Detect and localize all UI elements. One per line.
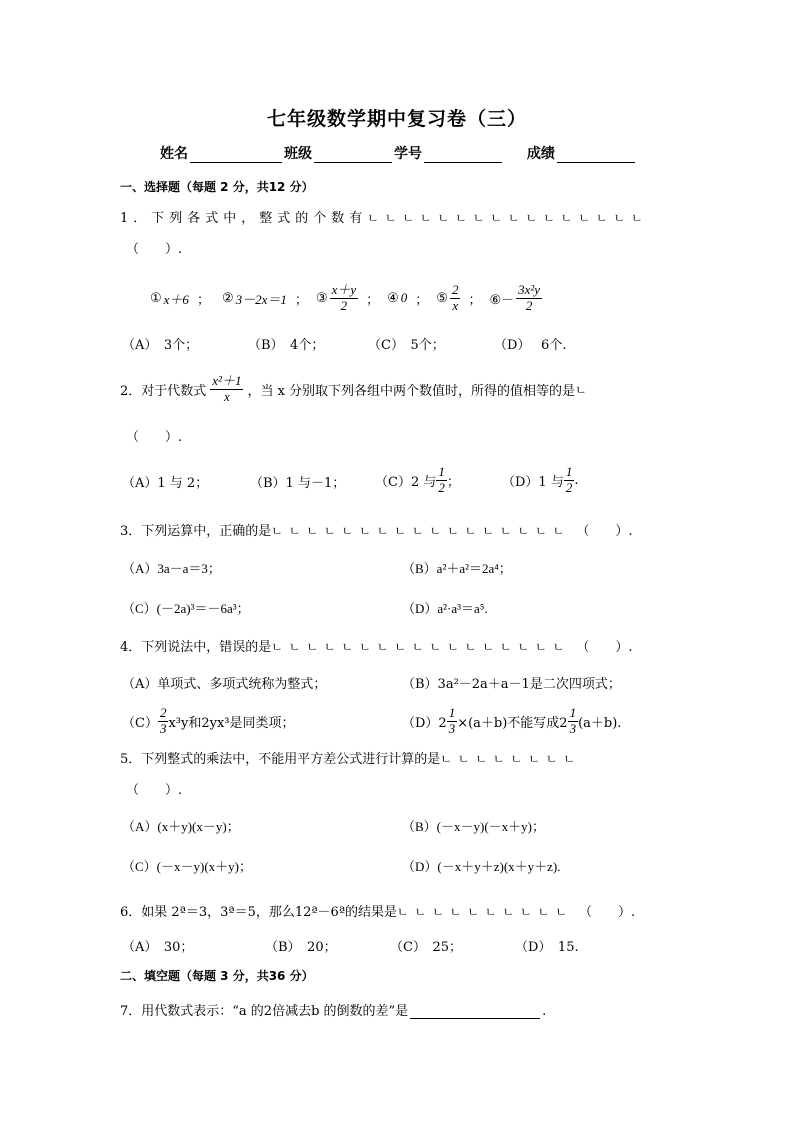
item-2-expr: 3－2x＝1 xyxy=(235,291,287,307)
section-2-heading: 二、填空题（每题 3 分，共36 分） xyxy=(120,969,314,983)
item-5-marker: ⑤ xyxy=(436,290,448,306)
fraction-numerator: 1 xyxy=(448,704,456,720)
half-fraction xyxy=(436,465,447,496)
q2-fraction xyxy=(210,374,243,405)
q6-fillers: ㄴㄴㄴㄴㄴㄴㄴㄴㄴㄴ xyxy=(397,905,573,919)
q1-expressions xyxy=(150,278,542,318)
q1-option-c[interactable]: （C） 5个； xyxy=(368,338,445,353)
fraction-denominator: x xyxy=(223,388,230,404)
q3-option-b[interactable]: （B）a²＋a²＝2a⁴； xyxy=(402,561,512,576)
q4-option-d-end: (a＋b). xyxy=(578,715,622,731)
name-label: 姓名 xyxy=(160,146,188,162)
fraction-numerator: x²＋1 xyxy=(212,372,242,388)
q1-option-b[interactable]: （B） 4个； xyxy=(248,338,325,353)
q2-option-c[interactable] xyxy=(375,462,460,498)
item-4-marker: ④ xyxy=(387,290,399,306)
score-label: 成绩 xyxy=(526,146,555,162)
fraction-numerator: 1 xyxy=(569,704,577,720)
fraction-denominator: 3 xyxy=(569,720,577,736)
class-blank[interactable] xyxy=(314,148,392,163)
q6-answer-paren: （ ）. xyxy=(578,905,636,920)
q3-option-c[interactable]: （C）(－2a)³＝－6a³； xyxy=(122,601,250,616)
fraction-denominator: x xyxy=(452,297,459,313)
one-third-fraction xyxy=(568,706,579,737)
q4-option-c-text: x³y和2yx³是同类项； xyxy=(168,715,295,731)
q1-answer-paren: （ ）. xyxy=(126,242,183,257)
q4-option-d-label: （D）2 xyxy=(402,715,447,731)
period: . xyxy=(574,472,579,488)
q5-text: 5．下列整式的乘法中，不能用平方差公式进行计算的是 xyxy=(120,752,441,767)
q3-option-a[interactable]: （A）3a－a＝3； xyxy=(122,561,221,576)
q2-text-b: ，当 x 分别取下列各组中两个数值时，所得的值相等的是 xyxy=(247,383,576,399)
q7-text: 7．用代数式表示：“a 的2倍减去b 的倒数的差”是 xyxy=(120,1004,409,1019)
item-3-fraction xyxy=(330,283,359,314)
two-thirds-fraction xyxy=(158,706,169,737)
item-6-marker: ⑥－ xyxy=(489,292,515,308)
q4-option-d-text: ×(a＋b)不能写成2 xyxy=(457,715,568,731)
q4-option-a[interactable]: （A）单项式、多项式统称为整式； xyxy=(122,677,327,692)
q3-text: 3．下列运算中，正确的是 xyxy=(120,524,272,539)
q4-option-c-label: （C） xyxy=(122,715,158,731)
fraction-denominator: 2 xyxy=(438,479,445,495)
q5-option-c[interactable]: （C）(－x－y)(x＋y)； xyxy=(122,859,252,874)
q1-option-d[interactable]: （D） 6个. xyxy=(494,338,567,353)
q4-text: 4．下列说法中，错误的是 xyxy=(120,640,272,655)
number-blank[interactable] xyxy=(424,148,502,163)
q6-option-c[interactable]: （C） 25； xyxy=(390,940,462,955)
question-1 xyxy=(120,207,649,226)
q2-text-a: 2．对于代数式 xyxy=(120,383,207,399)
q5-fillers: ㄴㄴㄴㄴㄴㄴㄴㄴ xyxy=(440,752,582,766)
q4-answer-paren: （ ）. xyxy=(576,640,633,655)
number-label: 学号 xyxy=(394,146,422,162)
fraction-denominator: 2 xyxy=(525,297,533,313)
score-blank[interactable] xyxy=(557,148,635,163)
question-4 xyxy=(120,636,633,655)
fraction-numerator: x＋y xyxy=(331,281,357,297)
q6-option-a[interactable]: （A） 30； xyxy=(122,940,194,955)
fraction-numerator: 1 xyxy=(565,463,573,479)
q5-answer-paren: （ ）. xyxy=(126,783,183,798)
question-7 xyxy=(120,1000,546,1019)
q3-option-d[interactable]: （D）a²·a³＝a⁵. xyxy=(402,601,488,616)
page-title: 七年级数学期中复习卷（三） xyxy=(266,108,527,130)
fraction-denominator: 2 xyxy=(340,297,348,313)
q2-answer-paren: （ ）. xyxy=(126,430,183,445)
q5-option-a[interactable]: （A）(x＋y)(x－y)； xyxy=(122,819,240,834)
question-6 xyxy=(120,901,635,920)
q2-option-d[interactable] xyxy=(502,462,578,498)
q2-option-a[interactable]: （A）1 与 2； xyxy=(122,476,209,491)
q6-text: 6．如果 2ª＝3，3ª＝5，那么12ª－6ª的结果是 xyxy=(120,905,398,920)
period: . xyxy=(542,1004,547,1019)
item-1-expr: x＋6 xyxy=(163,291,189,307)
separator: ； xyxy=(366,292,380,308)
q2-option-d-label: （D）1 与 xyxy=(502,474,564,490)
question-5 xyxy=(120,748,581,767)
fraction-denominator: 2 xyxy=(565,479,573,495)
separator: ； xyxy=(468,292,482,308)
section-1-heading: 一、选择题（每题 2 分，共12 分） xyxy=(120,180,314,194)
q4-option-b[interactable]: （B）3a²－2a＋a－1是二次四项式； xyxy=(402,677,621,692)
q3-answer-paren: （ ）. xyxy=(576,524,633,539)
q3-fillers: ㄴㄴㄴㄴㄴㄴㄴㄴㄴㄴㄴㄴㄴㄴㄴㄴㄴ xyxy=(271,524,571,538)
half-fraction xyxy=(564,465,575,496)
item-2-marker: ② xyxy=(221,290,234,306)
name-blank[interactable] xyxy=(190,148,282,163)
student-info-line xyxy=(160,143,637,163)
separator: ； xyxy=(415,292,429,308)
q6-option-b[interactable]: （B） 20； xyxy=(265,940,337,955)
fraction-denominator: 3 xyxy=(448,720,456,736)
fraction-numerator: 3x²y xyxy=(518,281,541,297)
q4-option-c[interactable] xyxy=(122,703,295,739)
separator: ； xyxy=(196,292,210,308)
item-3-marker: ③ xyxy=(315,290,328,306)
q1-text: 1．下列各式中，整式的个数有 xyxy=(120,211,368,226)
separator: ； xyxy=(294,292,308,308)
fraction-numerator: 2 xyxy=(451,281,459,297)
q5-option-b[interactable]: （B）(－x－y)(－x＋y)； xyxy=(402,819,545,834)
q5-option-d[interactable]: （D）(－x＋y＋z)(x＋y＋z). xyxy=(402,859,561,874)
one-third-fraction xyxy=(447,706,458,737)
item-5-fraction xyxy=(450,283,461,314)
q4-option-d[interactable] xyxy=(402,703,621,739)
fraction-numerator: 1 xyxy=(438,463,445,479)
item-1-marker: ① xyxy=(150,290,162,306)
item-4-expr: 0 xyxy=(400,290,408,305)
q1-option-a[interactable]: （A） 3个； xyxy=(122,338,199,353)
question-2 xyxy=(120,368,593,410)
q2-option-c-label: （C）2 与 xyxy=(375,474,437,490)
class-label: 班级 xyxy=(284,146,312,162)
q2-option-b[interactable]: （B）1 与－1； xyxy=(250,476,346,491)
q2-fillers: ㄴ xyxy=(575,382,593,397)
q1-fillers: ㄴㄴㄴㄴㄴㄴㄴㄴㄴㄴㄴㄴㄴㄴㄴㄴ xyxy=(367,211,649,225)
fraction-denominator: 3 xyxy=(159,720,167,736)
separator: ； xyxy=(446,474,460,490)
q4-fillers: ㄴㄴㄴㄴㄴㄴㄴㄴㄴㄴㄴㄴㄴㄴㄴㄴㄴ xyxy=(271,640,571,654)
fraction-numerator: 2 xyxy=(159,704,167,720)
q6-option-d[interactable]: （D） 15. xyxy=(515,940,579,955)
q7-answer-blank[interactable] xyxy=(410,1004,540,1019)
item-6-fraction xyxy=(516,283,542,314)
question-3 xyxy=(120,520,633,539)
